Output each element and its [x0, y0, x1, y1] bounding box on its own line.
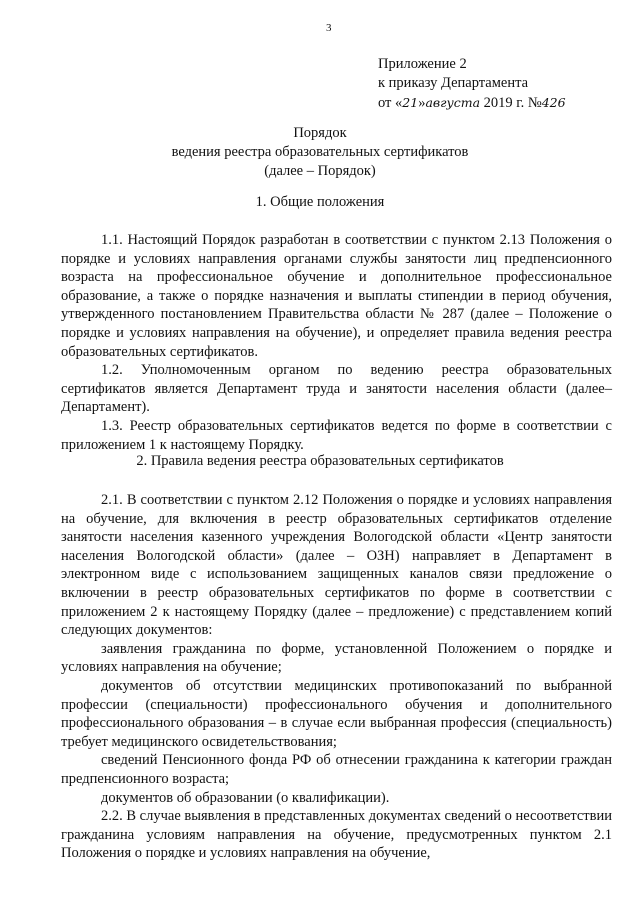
- section-1-body: [61, 231, 612, 454]
- date-prefix: от «: [378, 95, 403, 111]
- list-item-education: документов об образовании (о квалификации).: [101, 789, 390, 806]
- paragraph-2-1: 2.1. В соответствии с пунктом 2.12 Положения о порядке и условиях направления на обучение, для включения в реестр образовательных сертификатов отделение занятости населения казенного учреждения Вологодской области «Центр занятости населения Вологодской области» (далее – ОЗН) направляет в Департамент в электронном виде с использованием защищенных каналов связи предложение о включении в реестр образовательных сертификатов по форме в соответствии с приложением 2 к настоящему Порядку (далее – предложение) с представлением копий следующих документов:: [61, 492, 612, 639]
- date-quote: »: [418, 95, 426, 111]
- appendix-title: Приложение 2: [378, 56, 467, 72]
- title-line-3: (далее – Порядок): [264, 163, 376, 179]
- appendix-date-line: [378, 93, 566, 113]
- page-number: 3: [326, 22, 332, 34]
- paragraph-2-2: 2.2. В случае выявления в представленных документах сведений о несоответствии гражданина условиям направления на обучение, предусмотренных пунктом 2.1 Положения о порядке и условиях направления на обучение,: [61, 808, 612, 862]
- date-year: 2019 г. №: [480, 95, 542, 111]
- title-line-2: ведения реестра образовательных сертификатов: [171, 144, 469, 160]
- order-number: 426: [541, 95, 566, 110]
- appendix-header: [378, 55, 566, 113]
- date-day: 21: [402, 95, 419, 110]
- section-2-body: [61, 491, 612, 863]
- title-line-1: Порядок: [293, 125, 347, 141]
- list-item-application: заявления гражданина по форме, установленной Положением о порядке и условиях направления на обучение;: [61, 640, 612, 676]
- paragraph-1-3: 1.3. Реестр образовательных сертификатов ведется по форме в соответствии с приложением 1 к настоящему Порядку.: [61, 417, 612, 453]
- document-title: [0, 124, 640, 181]
- paragraph-1-2: 1.2. Уполномоченным органом по ведению реестра образовательных сертификатов является Департамент труда и занятости населения области (далее– Департамент).: [61, 362, 612, 416]
- appendix-order-ref: к приказу Департамента: [378, 75, 529, 91]
- paragraph-1-1: 1.1. Настоящий Порядок разработан в соответствии с пунктом 2.13 Положения о порядке и условиях направления органами службы занятости лиц предпенсионного возраста на профессиональное обучение и дополнительное профессиональное образование, а также о порядке назначения и выплаты стипендии в период обучения, утвержденного постановлением Правительства области № 287 (далее – Положение о порядке и условиях направления на обучение), и определяет правила ведения реестра образовательных сертификатов.: [61, 232, 612, 360]
- date-month: августа: [425, 95, 481, 110]
- section-1-heading: 1. Общие положения: [255, 194, 385, 210]
- list-item-medical: документов об отсутствии медицинских противопоказаний по выбранной профессии (специальности) профессионального обучения и дополнительного профессионального образования – в случае если выбранная профессия (специальность) требует медицинского освидетельствования;: [61, 677, 612, 750]
- list-item-pension-fund: сведений Пенсионного фонда РФ об отнесении гражданина к категории граждан предпенсионного возраста;: [61, 752, 612, 787]
- section-2-heading: 2. Правила ведения реестра образовательных сертификатов: [136, 453, 504, 469]
